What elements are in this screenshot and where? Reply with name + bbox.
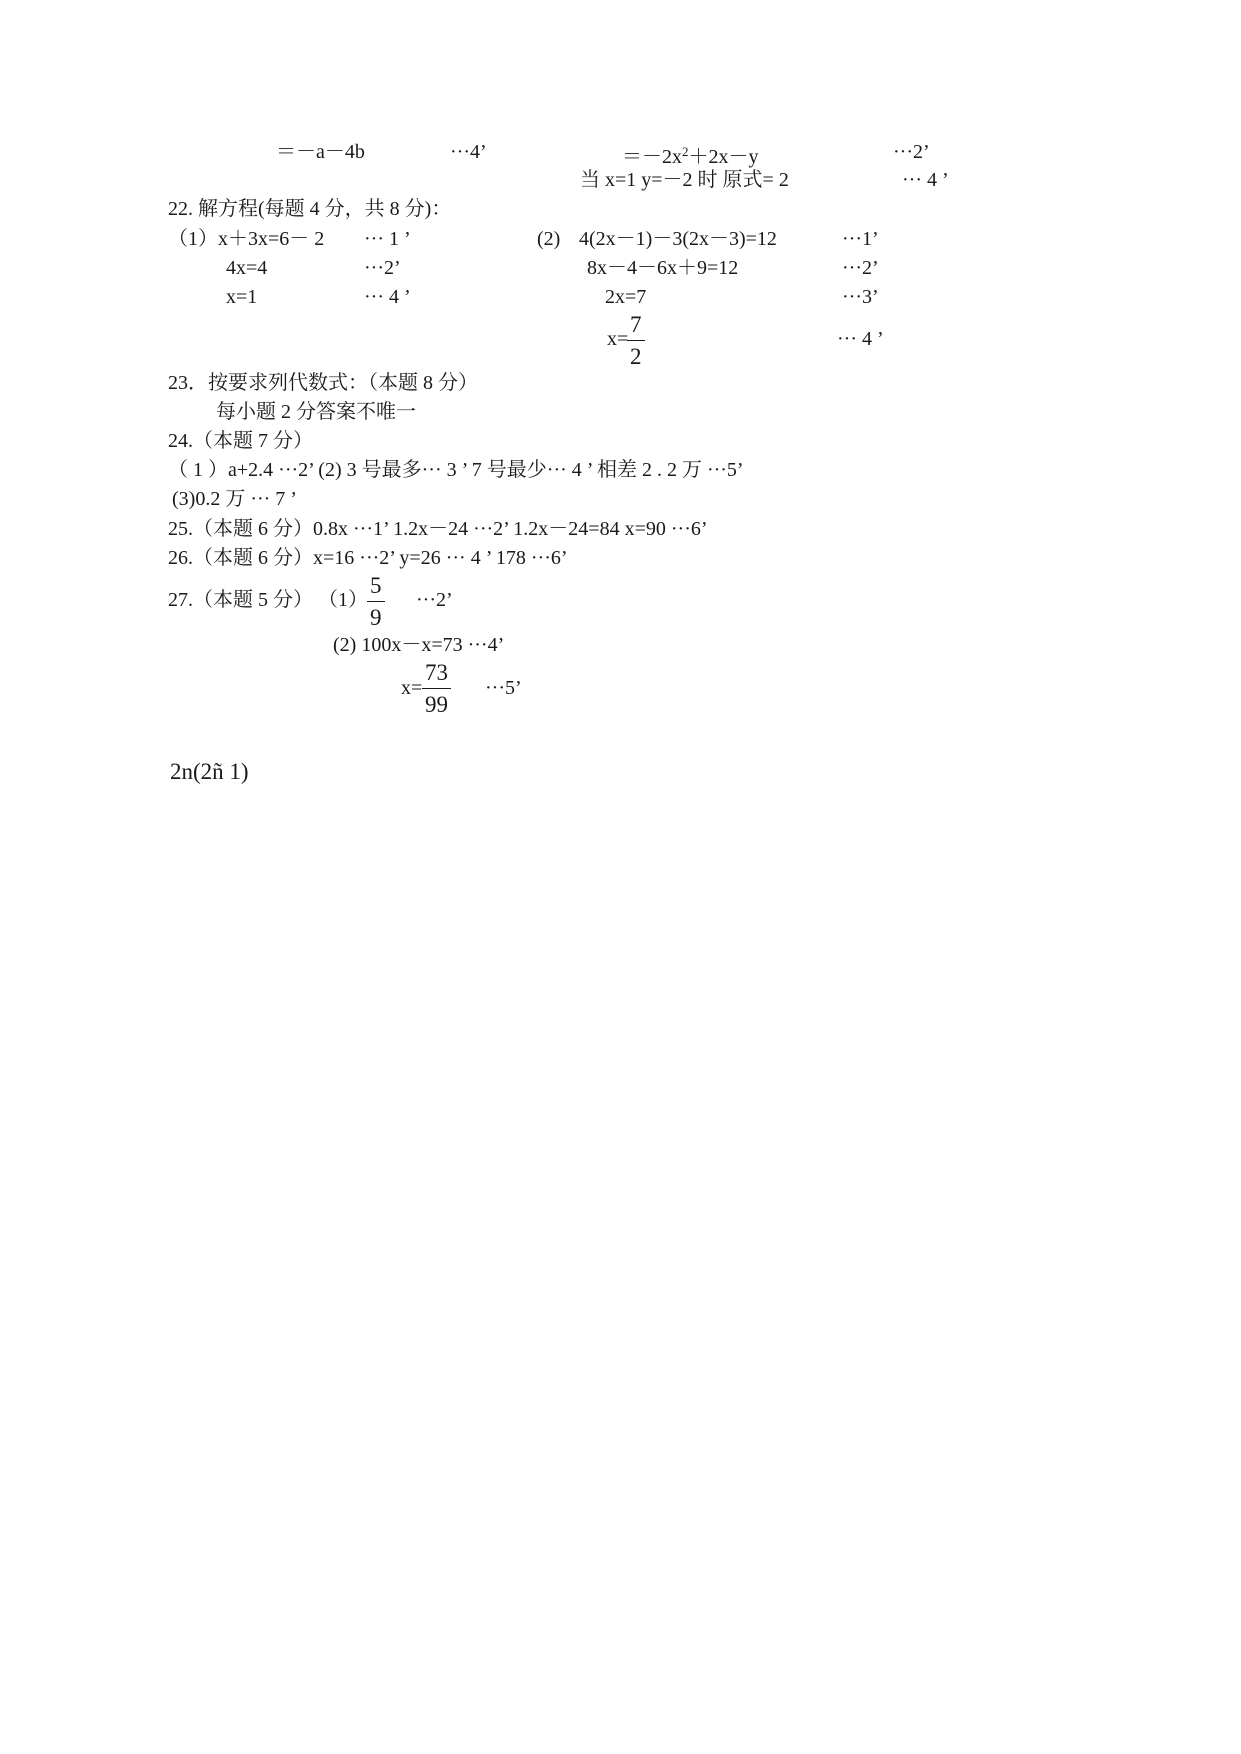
- fraction-numerator: 5: [367, 573, 385, 602]
- top-left-score: ···4’: [450, 141, 487, 163]
- q22-part2-label: (2): [537, 228, 561, 250]
- q24-heading: 24.（本题 7 分）: [168, 430, 313, 452]
- q22-part2-line4-prefix: x=: [607, 328, 629, 350]
- q24-line2: (3)0.2 万 ··· 7 ’: [172, 488, 297, 510]
- substitution-score: ··· 4 ’: [902, 169, 949, 191]
- q27-part2-fraction: [422, 660, 451, 718]
- q27-part2-prefix: x=: [401, 677, 423, 699]
- q23-heading: 23．按要求列代数式：（本题 8 分）: [168, 372, 478, 394]
- top-right-score: ···2’: [893, 141, 930, 163]
- q22-part1-score3: ··· 4 ’: [364, 286, 411, 308]
- q27-heading: 27.（本题 5 分） （1）: [168, 589, 368, 611]
- fraction-numerator: 7: [627, 312, 645, 341]
- top-left-expression: ＝－a－4b: [276, 141, 365, 163]
- fraction-denominator: 2: [630, 344, 642, 369]
- q22-part1-line1: （1）x＋3x=6－ 2: [168, 228, 325, 250]
- q22-part1-line3: x=1: [226, 286, 258, 308]
- q27-part2-line: (2) 100x－x=73 ···4’: [333, 634, 505, 656]
- q27-part2-score: ···5’: [485, 677, 522, 699]
- substitution-line: 当 x=1 y=－2 时 原式= 2: [580, 169, 789, 191]
- q24-line1: （ 1 ）a+2.4 ···2’ (2) 3 号最多··· 3 ’ 7 号最少··· 4 ’ 相差 2 . 2 万 ···5’: [168, 459, 744, 481]
- q23-note: 每小题 2 分答案不唯一: [216, 401, 416, 423]
- q25-line: 25.（本题 6 分）0.8x ···1’ 1.2x－24 ···2’ 1.2x－24=84 x=90 ···6’: [168, 518, 708, 540]
- q22-part2-score2: ···2’: [842, 257, 879, 279]
- fraction-denominator: 9: [370, 605, 382, 630]
- fraction-denominator: 99: [425, 692, 448, 717]
- top-right-expression: $=-2x^2+2x-y$: [622, 144, 759, 168]
- q22-part2-score4: ··· 4 ’: [837, 328, 884, 350]
- q22-part2-score3: ···3’: [842, 286, 879, 308]
- q22-part1-line2: 4x=4: [226, 257, 268, 279]
- q26-line: 26.（本题 6 分）x=16 ···2’ y=26 ··· 4 ’ 178 ···6’: [168, 547, 568, 569]
- q22-part2-line1: 4(2x－1)－3(2x－3)=12: [579, 228, 777, 250]
- q22-part2-score1: ···1’: [842, 228, 879, 250]
- q22-heading: 22. 解方程(每题 4 分，共 8 分)：: [168, 198, 452, 220]
- q22-part2-fraction: [627, 312, 645, 370]
- q22-part2-line2: 8x－4－6x＋9=12: [587, 257, 739, 279]
- q22-part1-score2: ···2’: [364, 257, 401, 279]
- q27-part1-fraction: [367, 573, 385, 631]
- q22-part1-score1: ··· 1 ’: [364, 228, 411, 250]
- q27-part1-score: ···2’: [416, 589, 453, 611]
- q22-part2-line3: 2x=7: [605, 286, 647, 308]
- fraction-numerator: 73: [422, 660, 451, 689]
- stray-formula: 2n(2ñ 1): [170, 759, 249, 784]
